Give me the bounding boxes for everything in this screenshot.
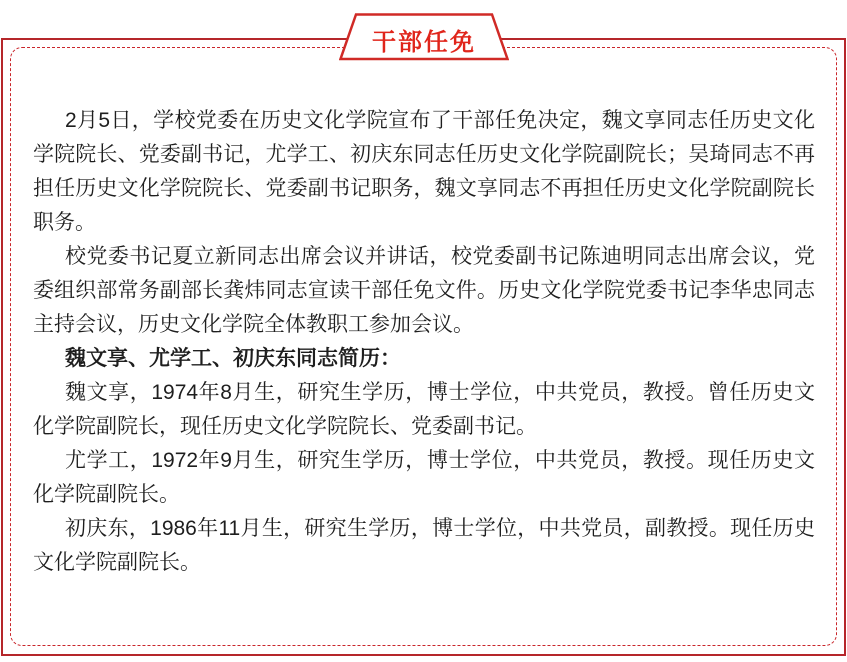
article-paragraph-resume-heading: 魏文享、尤学工、初庆东同志简历： <box>65 347 401 370</box>
article-paragraph: 初庆东，1986年11月生，研究生学历，博士学位，中共党员，副教授。现任历史文化学院副院长。 <box>33 517 815 574</box>
article-paragraph: 魏文享，1974年8月生，研究生学历，博士学位，中共党员，教授。曾任历史文化学院副院长，现任历史文化学院院长、党委副书记。 <box>33 381 815 438</box>
header-badge <box>339 13 509 61</box>
article-paragraph: 校党委书记夏立新同志出席会议并讲话，校党委副书记陈迪明同志出席会议，党委组织部常务副部长龚炜同志宣读干部任免文件。历史文化学院党委书记李华忠同志主持会议，历史文化学院全体教职工参加会议。 <box>33 245 815 336</box>
article-paragraph: 尤学工，1972年9月生，研究生学历，博士学位，中共党员，教授。现任历史文化学院副院长。 <box>33 449 815 506</box>
badge-title: 干部任免 <box>372 28 476 56</box>
article-body <box>33 104 815 580</box>
article-paragraph: 2月5日，学校党委在历史文化学院宣布了干部任免决定，魏文享同志任历史文化学院院长、党委副书记，尤学工、初庆东同志任历史文化学院副院长；吴琦同志不再担任历史文化学院院长、党委副书记职务，魏文享同志不再担任历史文化学院副院长职务。 <box>33 109 815 234</box>
